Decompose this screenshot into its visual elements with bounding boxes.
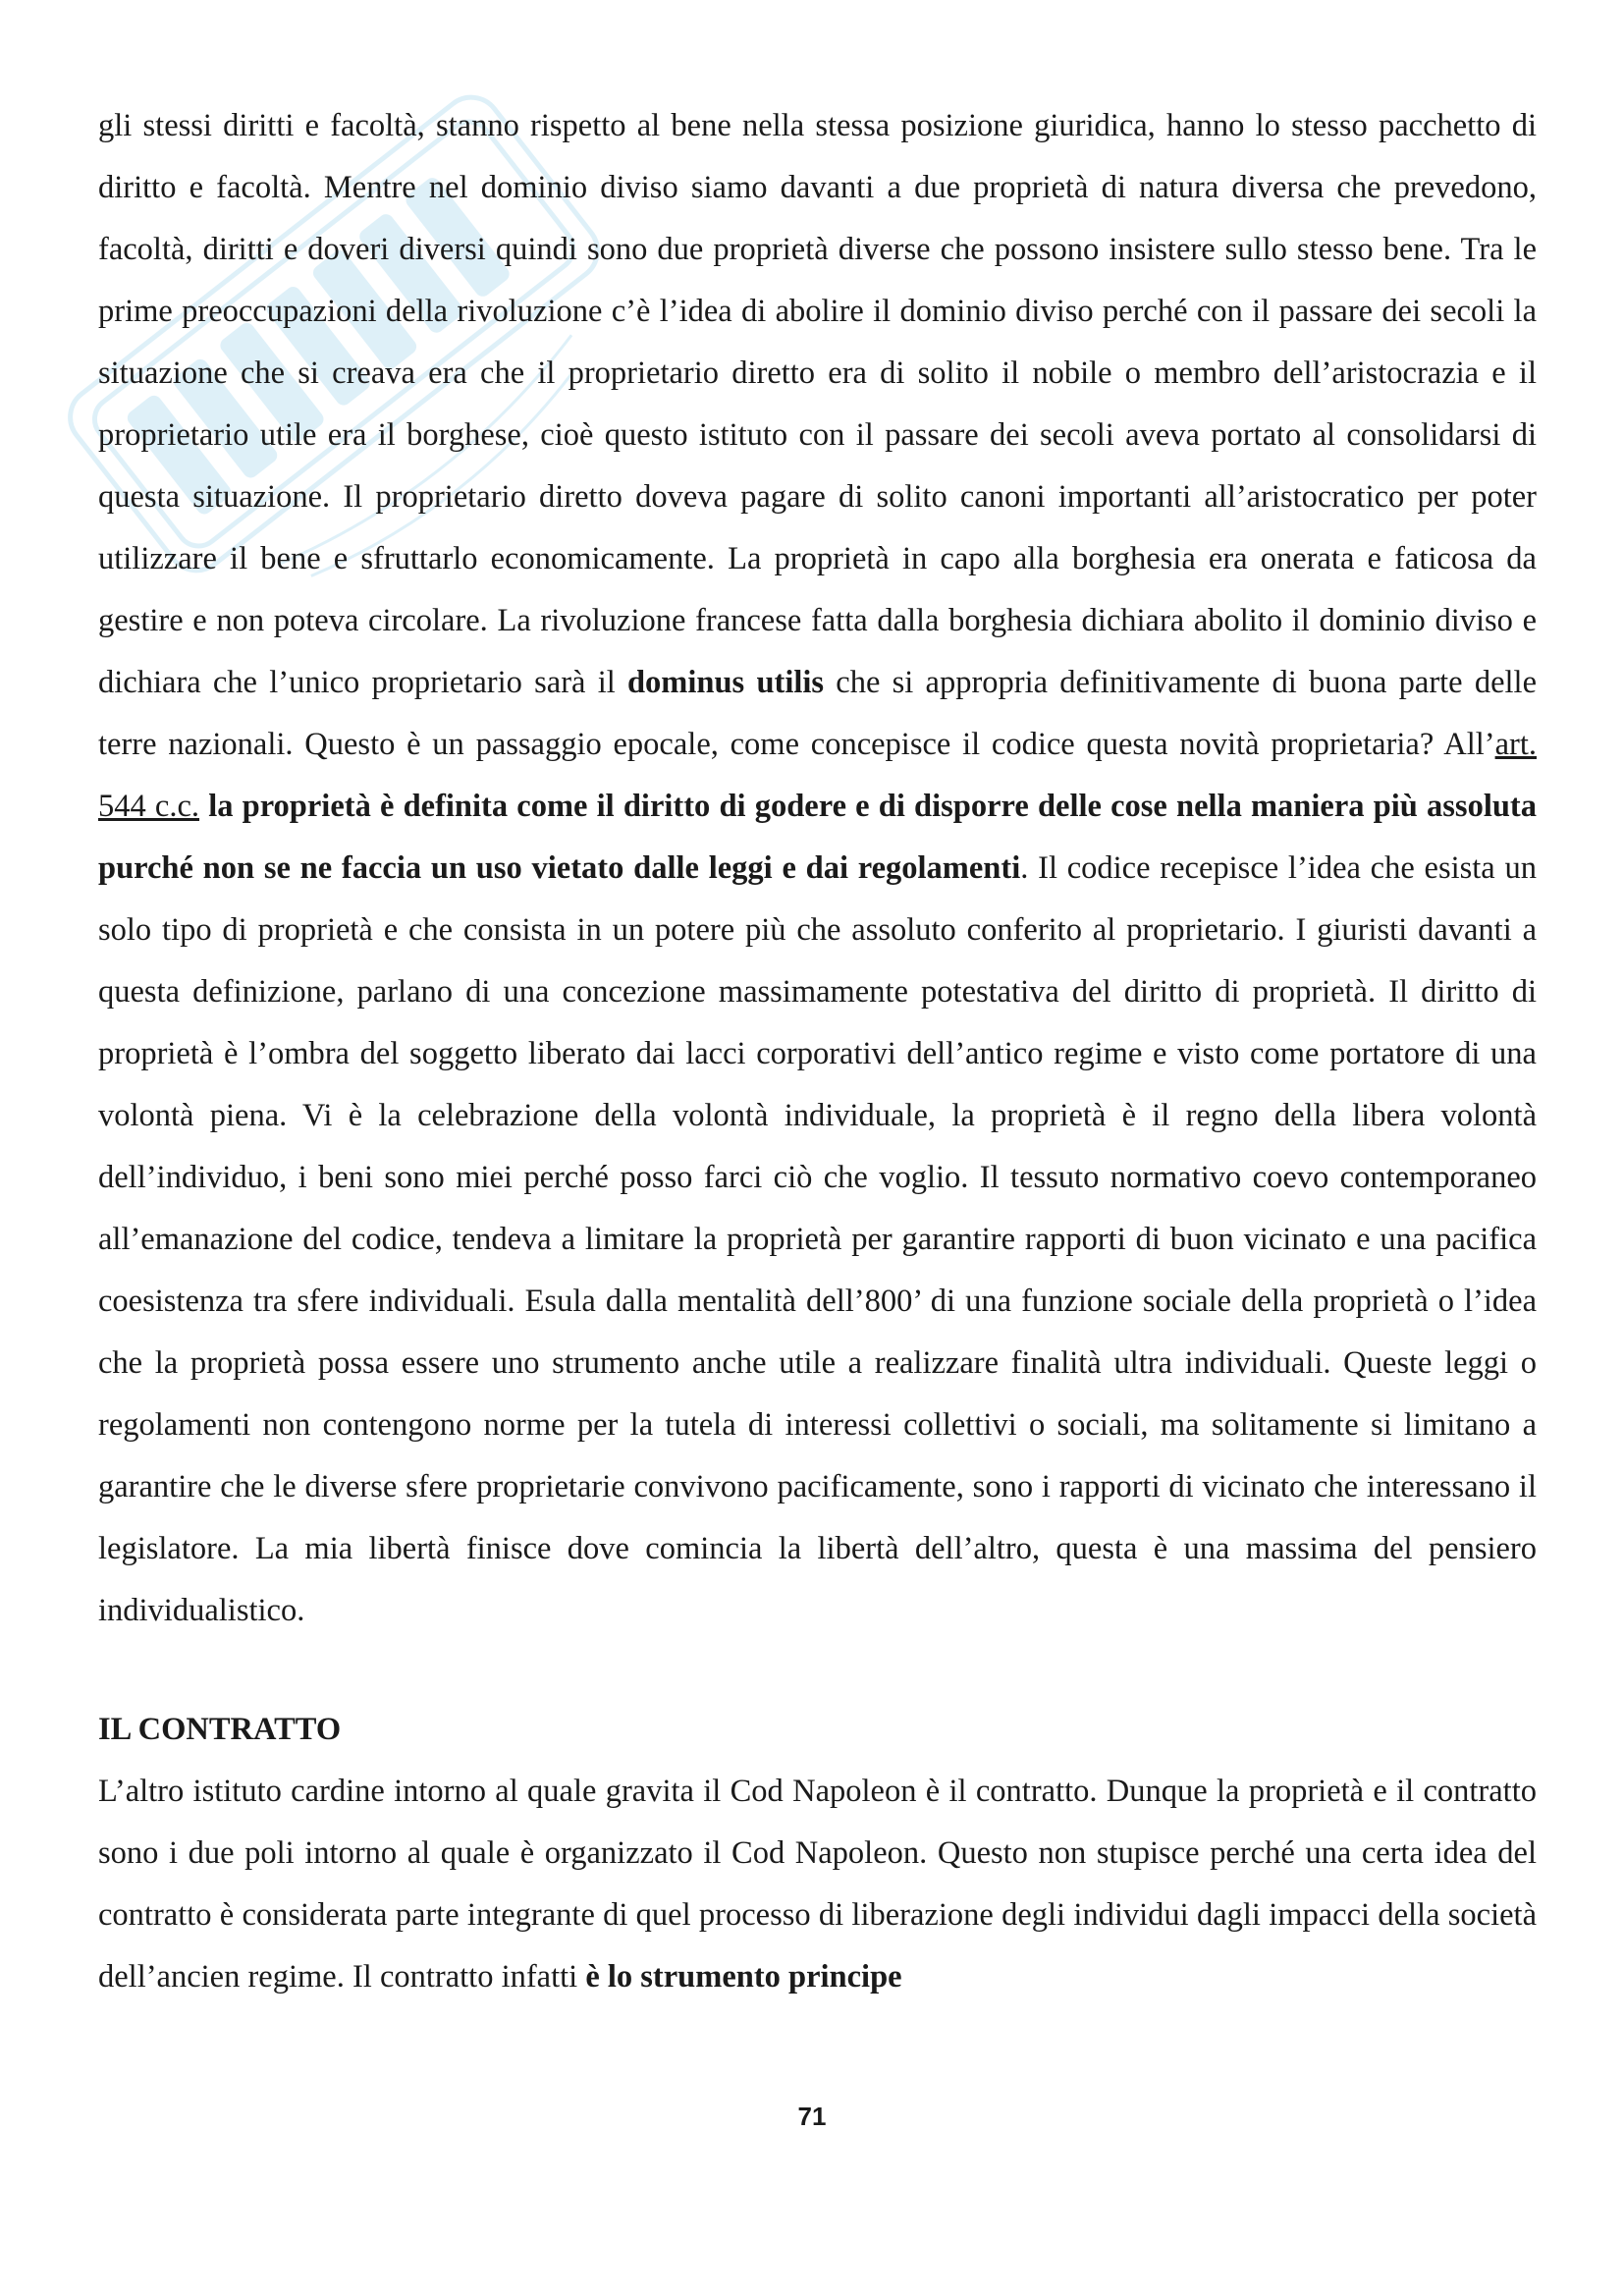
body-text: [98, 95, 1537, 2008]
paragraph-text: [199, 789, 208, 824]
bold-term: dominus utilis: [626, 665, 825, 700]
paragraph-text: . Il codice recepisce l’idea che esista un solo tipo di proprietà e che consista in un potere più che assoluto conferito al proprietario. I giuristi davanti a questa definizione, parlano di una concezione massimamente potestativa del diritto di proprietà. Il diritto di proprietà è l’ombra del soggetto liberato dai lacci corporativi dell’antico regime e visto come portatore di una volontà piena. Vi è la celebrazione della volontà individuale, la proprietà è il regno della libera volontà dell’individuo, i beni sono miei perché posso farci ciò che voglio. Il tessuto normativo coevo contemporaneo all’emanazione del codice, tendeva a limitare la proprietà per garantire rapporti di buon vicinato e una pacifica coesistenza tra sfere individuali. Esula dalla mentalità dell’800’ di una funzione sociale della proprietà o l’idea che la proprietà possa essere uno strumento anche utile a realizzare finalità ultra individuali. Queste leggi o regolamenti non contengono norme per la tutela di interessi collettivi o sociali, ma solitamente si limitano a garantire che le diverse sfere proprietarie convivono pacificamente, sono i rapporti di vicinato che interessano il legislatore. La mia libertà finisce dove comincia la libertà dell’altro, questa è una massima del pensiero individualistico.: [98, 850, 1537, 1628]
paragraph-contratto: [98, 1761, 1537, 2008]
paragraph-proprieta: [98, 95, 1537, 1642]
section-title: IL CONTRATTO: [98, 1712, 342, 1747]
page-number: 71: [797, 2102, 827, 2131]
paragraph-text: gli stessi diritti e facoltà, stanno rispetto al bene nella stessa posizione giuridica, hanno lo stesso pacchetto di diritto e facoltà. Mentre nel dominio diviso siamo davanti a due proprietà di natura diversa che prevedono, facoltà, diritti e doveri diversi quindi sono due proprietà diverse che possono insistere sullo stesso bene. Tra le prime preoccupazioni della rivoluzione c’è l’idea di abolire il dominio diviso perché con il passare dei secoli la situazione che si creava era che il proprietario diretto era di solito il nobile o membro dell’aristocrazia e il proprietario utile era il borghese, cioè questo istituto con il passare dei secoli aveva portato al consolidarsi di questa situazione. Il proprietario diretto doveva pagare di solito canoni importanti all’aristocratico per poter utilizzare il bene e sfruttarlo economicamente. La proprietà in capo alla borghesia era onerata e faticosa da gestire e non poteva circolare. La rivoluzione francese fatta dalla borghesia dichiara abolito il dominio diviso e dichiara che l’unico proprietario sarà il: [98, 108, 1537, 700]
paragraph-text: L’altro istituto cardine intorno al quale gravita il Cod Napoleon è il contratto. Dunque la proprietà e il contratto sono i due poli intorno al quale è organizzato il Cod Napoleon. Questo non stupisce perché una certa idea del contratto è considerata parte integrante di quel processo di liberazione degli individui dagli impacci della società dell’ancien regime. Il contratto infatti: [98, 1774, 1537, 1995]
article-link[interactable]: art. 544 c.c.: [98, 727, 1537, 824]
bold-term: è lo strumento principe: [585, 1959, 902, 1995]
paragraph-text: che si appropria definitivamente di buona parte delle terre nazionali. Questo è un passaggio epocale, come concepisce il codice questa novità proprietaria? All’: [98, 665, 1537, 762]
bold-definition: la proprietà è definita come il diritto di godere e di disporre delle cose nella maniera più assoluta purché non se ne faccia un uso vietato dalle leggi e dai regolamenti: [98, 789, 1537, 886]
